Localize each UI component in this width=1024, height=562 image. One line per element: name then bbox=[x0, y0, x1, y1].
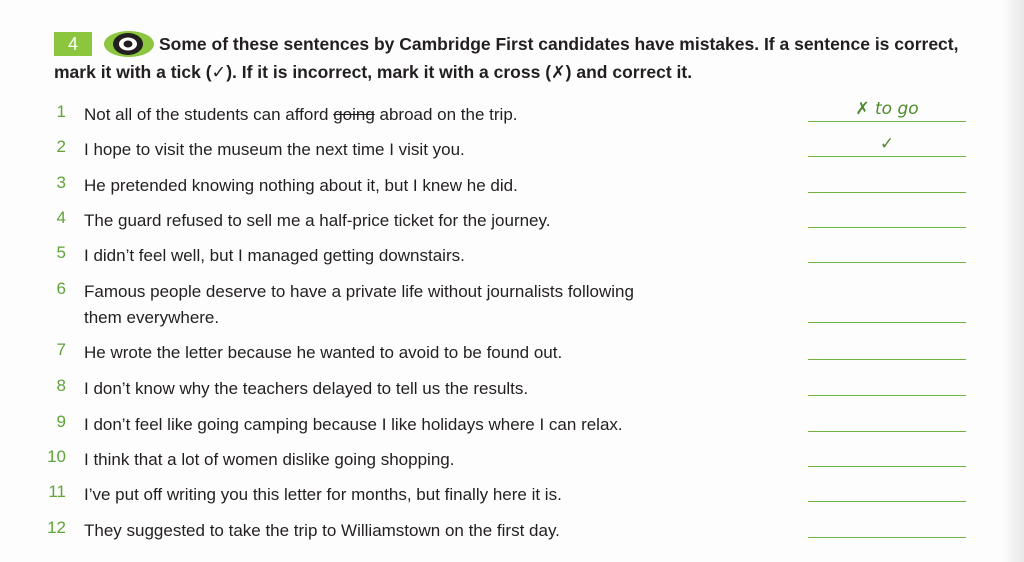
item-sentence bbox=[84, 102, 774, 128]
item-number: 11 bbox=[48, 482, 66, 501]
answer-line[interactable] bbox=[808, 156, 966, 157]
item-number: 7 bbox=[56, 340, 66, 359]
answer-line[interactable] bbox=[808, 121, 966, 122]
answer-line[interactable] bbox=[808, 537, 966, 538]
page-edge-shadow bbox=[1002, 0, 1024, 562]
answer-text: ✓ bbox=[879, 134, 895, 154]
item-number: 6 bbox=[56, 279, 66, 298]
list-item bbox=[36, 99, 976, 126]
item-number: 5 bbox=[56, 243, 66, 262]
item-number: 2 bbox=[56, 137, 66, 156]
answer-line[interactable] bbox=[808, 431, 966, 432]
item-sentence: He wrote the letter because he wanted to avoid to be found out. bbox=[84, 343, 563, 362]
item-sentence: The guard refused to sell me a half-price ticket for the journey. bbox=[84, 211, 551, 230]
item-sentence: I think that a lot of women dislike going shopping. bbox=[84, 450, 455, 469]
list-item bbox=[36, 412, 976, 436]
item-sentence-line-1: Famous people deserve to have a private life without journalists following bbox=[84, 282, 634, 301]
struck-word: going bbox=[333, 105, 375, 124]
exercise-number-badge: 4 bbox=[54, 32, 92, 56]
answer-line[interactable] bbox=[808, 192, 966, 193]
answer-line[interactable] bbox=[808, 395, 966, 396]
list-item bbox=[36, 208, 976, 232]
item-number: 1 bbox=[56, 102, 66, 121]
list-item bbox=[36, 134, 976, 161]
list-item bbox=[36, 482, 976, 506]
item-number: 9 bbox=[56, 412, 66, 431]
list-item bbox=[36, 279, 976, 331]
answer-line[interactable] bbox=[808, 262, 966, 263]
item-number: 10 bbox=[47, 447, 66, 466]
item-sentence: I don’t know why the teachers delayed to tell us the results. bbox=[84, 379, 529, 398]
item-number: 3 bbox=[56, 173, 66, 192]
list-item bbox=[36, 340, 976, 364]
item-sentence: I didn’t feel well, but I managed getting downstairs. bbox=[84, 246, 465, 265]
item-sentence: I don’t feel like going camping because I like holidays where I can relax. bbox=[84, 415, 623, 434]
sentence-part: abroad on the trip. bbox=[374, 105, 518, 124]
list-item bbox=[36, 518, 976, 542]
sentence-part: Not all of the students can afford bbox=[84, 105, 334, 124]
list-item bbox=[36, 376, 976, 400]
list-item bbox=[36, 173, 976, 197]
answer-line[interactable] bbox=[808, 359, 966, 360]
item-sentence-line-2: them everywhere. bbox=[84, 308, 220, 327]
list-item bbox=[36, 243, 976, 267]
item-sentence: They suggested to take the trip to Williamstown on the first day. bbox=[84, 521, 560, 540]
item-sentence: I hope to visit the museum the next time I visit you. bbox=[84, 140, 465, 159]
list-item bbox=[36, 447, 976, 471]
exercise-instruction: Some of these sentences by Cambridge First candidates have mistakes. If a sentence is correct, mark it with a tick (✓). If it is incorrect, mark it with a cross (✗) and correct it. bbox=[54, 34, 959, 82]
answer-line[interactable] bbox=[808, 466, 966, 467]
item-number: 12 bbox=[47, 518, 66, 537]
item-sentence: He pretended knowing nothing about it, but I knew he did. bbox=[84, 176, 518, 195]
answer-line[interactable] bbox=[808, 322, 966, 323]
error-warning-icon bbox=[102, 30, 156, 58]
item-number: 4 bbox=[56, 208, 66, 227]
answer-line[interactable] bbox=[808, 227, 966, 228]
answer-line[interactable] bbox=[808, 501, 966, 502]
item-number: 8 bbox=[56, 376, 66, 395]
item-sentence: I’ve put off writing you this letter for months, but finally here it is. bbox=[84, 485, 562, 504]
answer-text: ✗ to go bbox=[855, 99, 919, 119]
